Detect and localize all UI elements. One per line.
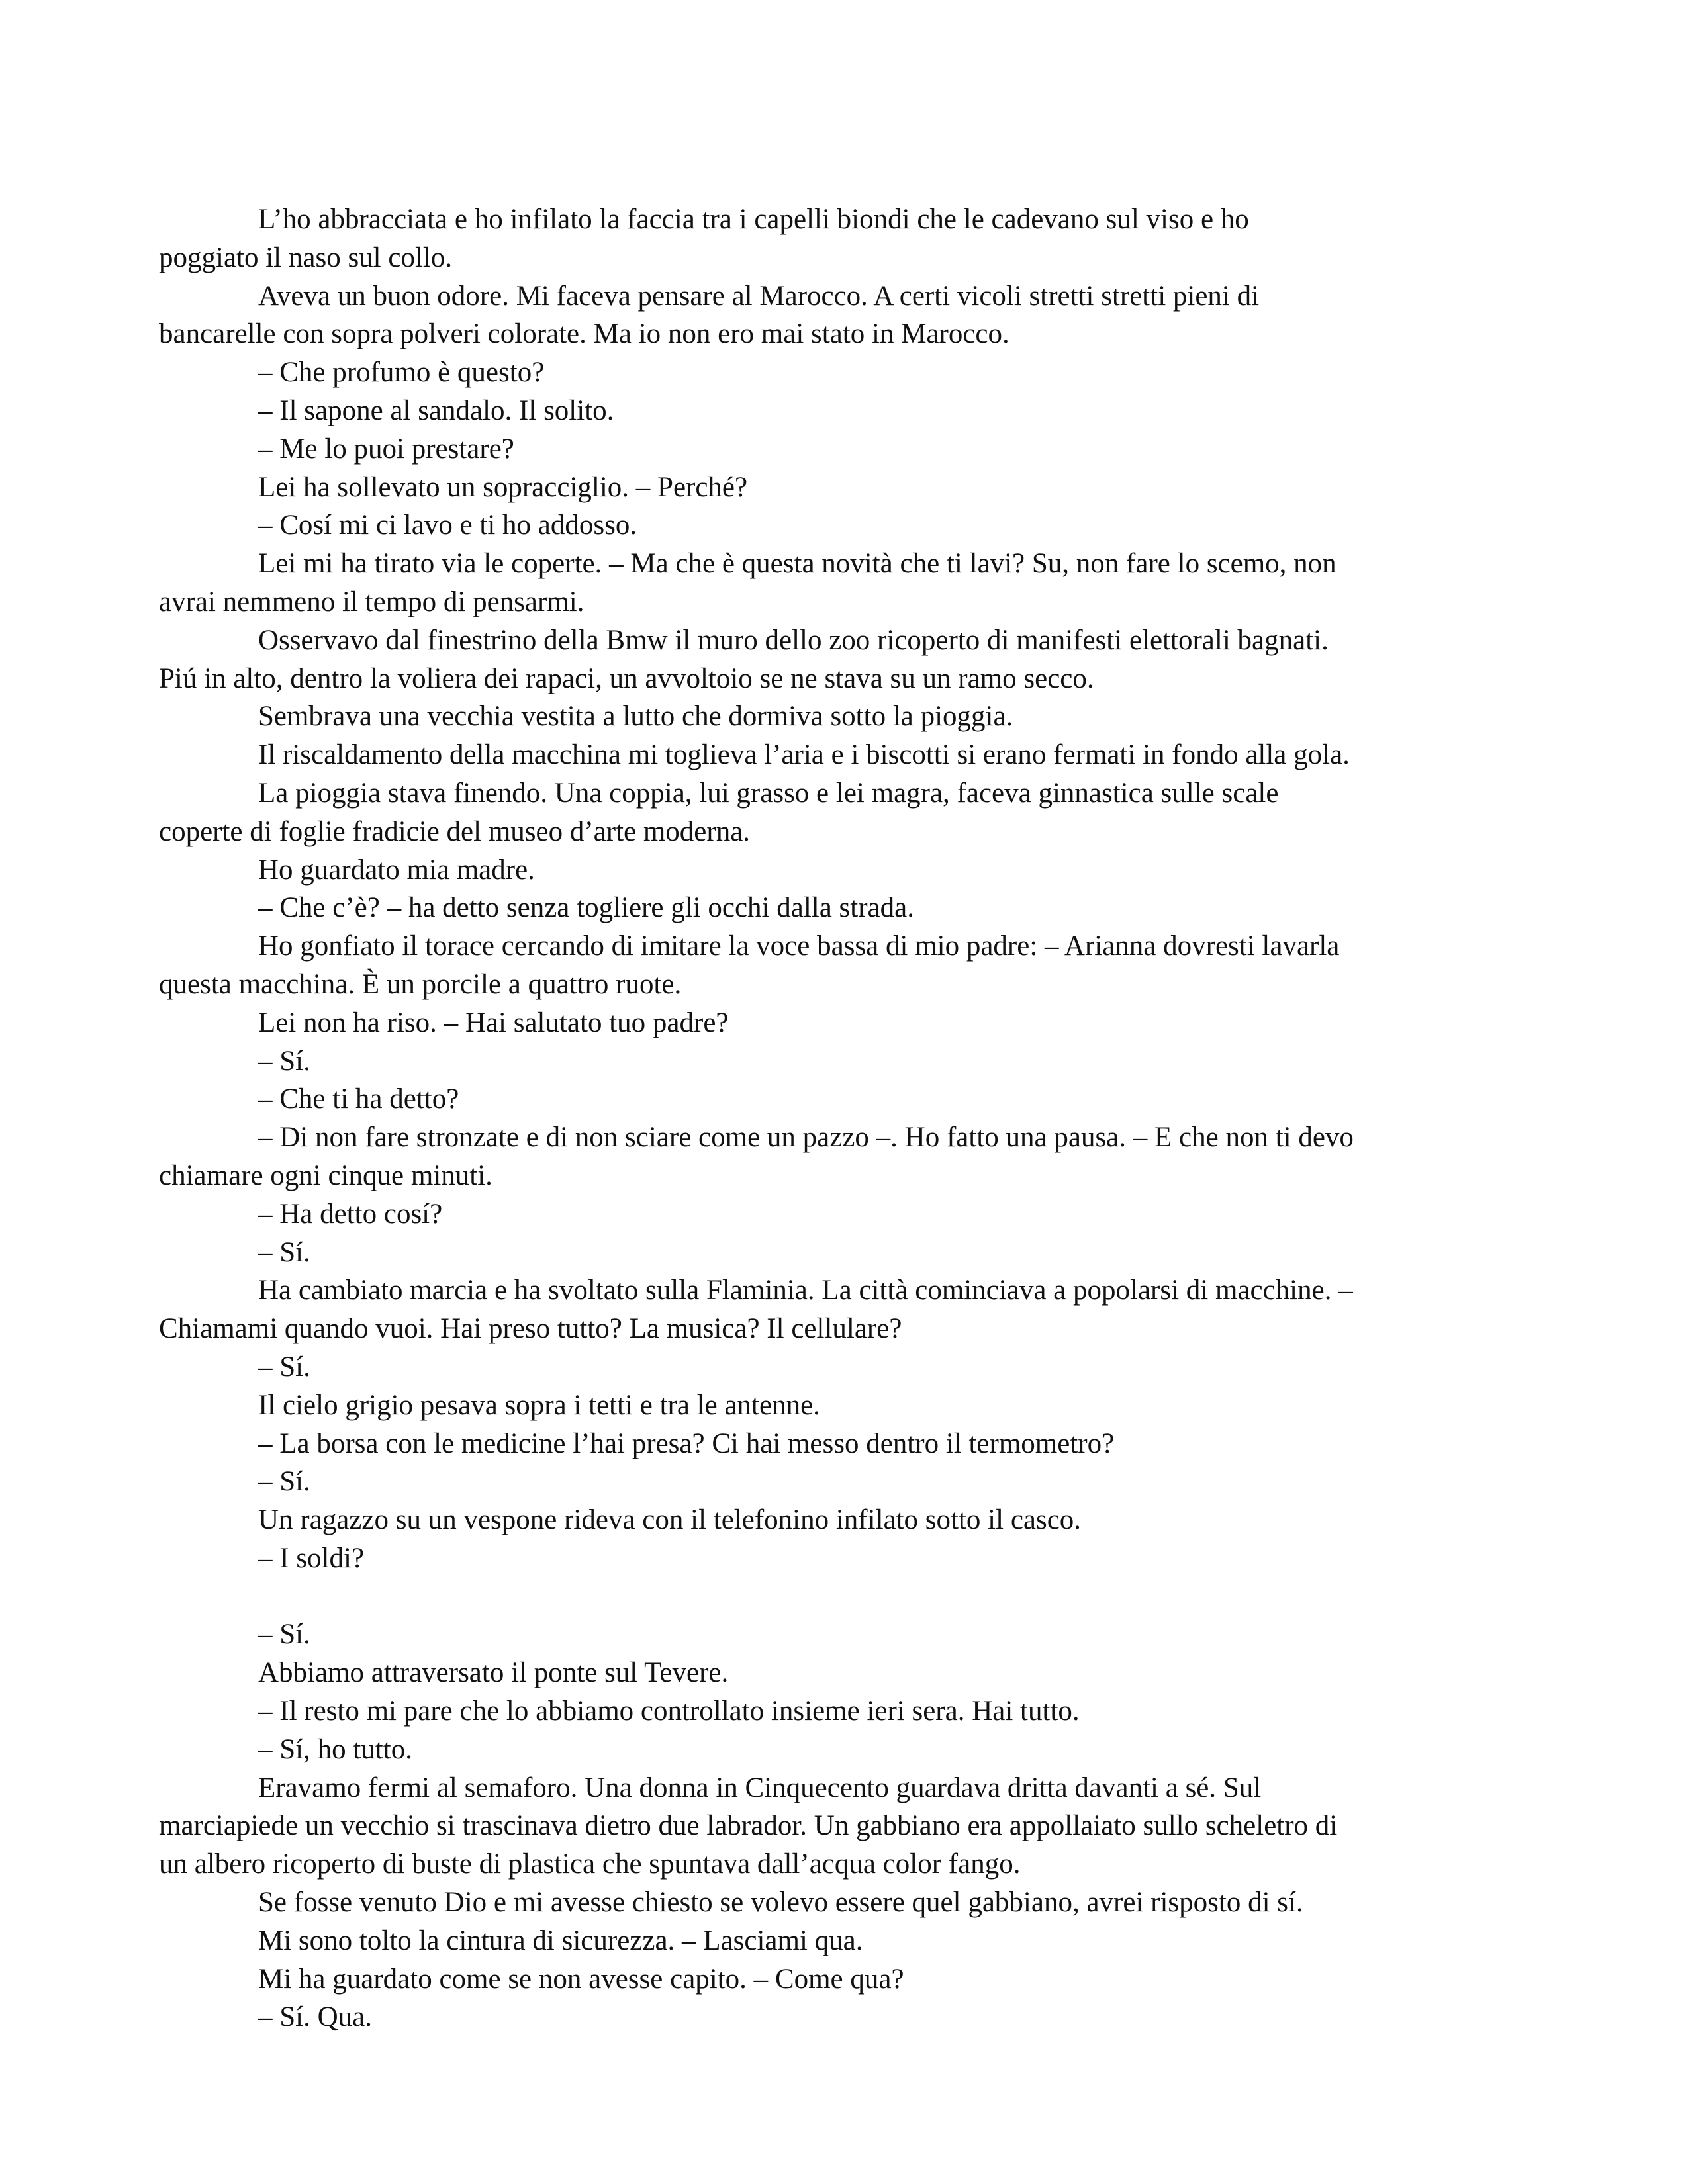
paragraph: – Sí. (258, 1351, 310, 1383)
paragraph: – Ha detto cosí? (258, 1198, 443, 1230)
paragraph: L’ho abbracciata e ho infilato la faccia tra i capelli biondi che le cadevano sul viso e ho poggiato il naso sul collo. (159, 204, 1249, 273)
paragraph: Lei mi ha tirato via le coperte. – Ma che è questa novità che ti lavi? Su, non fare lo scemo, non avrai nemmeno il tempo di pensarmi. (159, 548, 1336, 617)
paragraph: Osservavo dal finestrino della Bmw il muro dello zoo ricoperto di manifesti elettorali bagnati. Piú in alto, dentro la voliera dei rapaci, un avvoltoio se ne stava su un ramo secco. (159, 624, 1329, 694)
paragraph: – Che profumo è questo? (258, 357, 545, 388)
paragraph: – Cosí mi ci lavo e ti ho addosso. (258, 510, 637, 541)
paragraph: Se fosse venuto Dio e mi avesse chiesto se volevo essere quel gabbiano, avrei risposto di sí. (258, 1887, 1303, 1919)
paragraph: – Sí. (258, 1236, 310, 1268)
paragraph: Il cielo grigio pesava sopra i tetti e tra le antenne. (258, 1389, 820, 1421)
paragraph: La pioggia stava finendo. Una coppia, lui grasso e lei magra, faceva ginnastica sulle scale coperte di foglie fradicie del museo d’arte moderna. (159, 777, 1279, 847)
paragraph: Ho gonfiato il torace cercando di imitare la voce bassa di mio padre: – Arianna dovresti lavarla questa macchina. È un porcile a quattro ruote. (159, 931, 1340, 1000)
paragraph: – Di non fare stronzate e di non sciare come un pazzo –. Ho fatto una pausa. – E che non ti devo chiamare ogni cinque minuti. (159, 1122, 1354, 1191)
blank-line (159, 1578, 1542, 1616)
paragraph: – Il sapone al sandalo. Il solito. (258, 394, 614, 426)
paragraph: Il riscaldamento della macchina mi toglieva l’aria e i biscotti si erano fermati in fondo alla gola. (258, 739, 1350, 771)
paragraph: Sembrava una vecchia vestita a lutto che dormiva sotto la pioggia. (258, 701, 1013, 733)
paragraph: – Sí, ho tutto. (258, 1733, 412, 1765)
paragraph: – Sí. (258, 1619, 310, 1651)
paragraph: – La borsa con le medicine l’hai presa? Ci hai messo dentro il termometro? (258, 1428, 1115, 1459)
paragraph: Abbiamo attraversato il ponte sul Tevere. (258, 1657, 729, 1689)
paragraph: – Sí. (258, 1466, 310, 1498)
paragraph: – Sí. Qua. (258, 2001, 372, 2033)
paragraph: – Me lo puoi prestare? (258, 433, 514, 465)
paragraph: – Sí. (258, 1045, 310, 1077)
paragraph: – Che ti ha detto? (258, 1083, 459, 1115)
paragraph: – Il resto mi pare che lo abbiamo controllato insieme ieri sera. Hai tutto. (258, 1696, 1080, 1727)
body-text (159, 201, 1542, 2036)
paragraph: Ho guardato mia madre. (258, 854, 535, 886)
paragraph: – Che c’è? – ha detto senza togliere gli occhi dalla strada. (258, 892, 914, 924)
paragraph: Lei ha sollevato un sopracciglio. – Perché? (258, 471, 748, 503)
paragraph: Eravamo fermi al semaforo. Una donna in Cinquecento guardava dritta davanti a sé. Sul marciapiede un vecchio si trascinava dietro due labrador. Un gabbiano era appollaiato sullo scheletro di un albero ricoperto di buste di plastica che spuntava dall’acqua color fango. (159, 1772, 1338, 1880)
paragraph: Lei non ha riso. – Hai salutato tuo padre? (258, 1007, 729, 1038)
paragraph: – I soldi? (258, 1542, 365, 1574)
paragraph: Aveva un buon odore. Mi faceva pensare al Marocco. A certi vicoli stretti stretti pieni di bancarelle con sopra polveri colorate. Ma io non ero mai stato in Marocco. (159, 280, 1260, 350)
paragraph: Ha cambiato marcia e ha svoltato sulla Flaminia. La città cominciava a popolarsi di macchine. – Chiamami quando vuoi. Hai preso tutto? La musica? Il cellulare? (159, 1275, 1353, 1345)
paragraph: Un ragazzo su un vespone rideva con il telefonino infilato sotto il casco. (258, 1504, 1082, 1536)
paragraph: Mi ha guardato come se non avesse capito. – Come qua? (258, 1963, 904, 1995)
paragraph: Mi sono tolto la cintura di sicurezza. – Lasciami qua. (258, 1925, 863, 1956)
